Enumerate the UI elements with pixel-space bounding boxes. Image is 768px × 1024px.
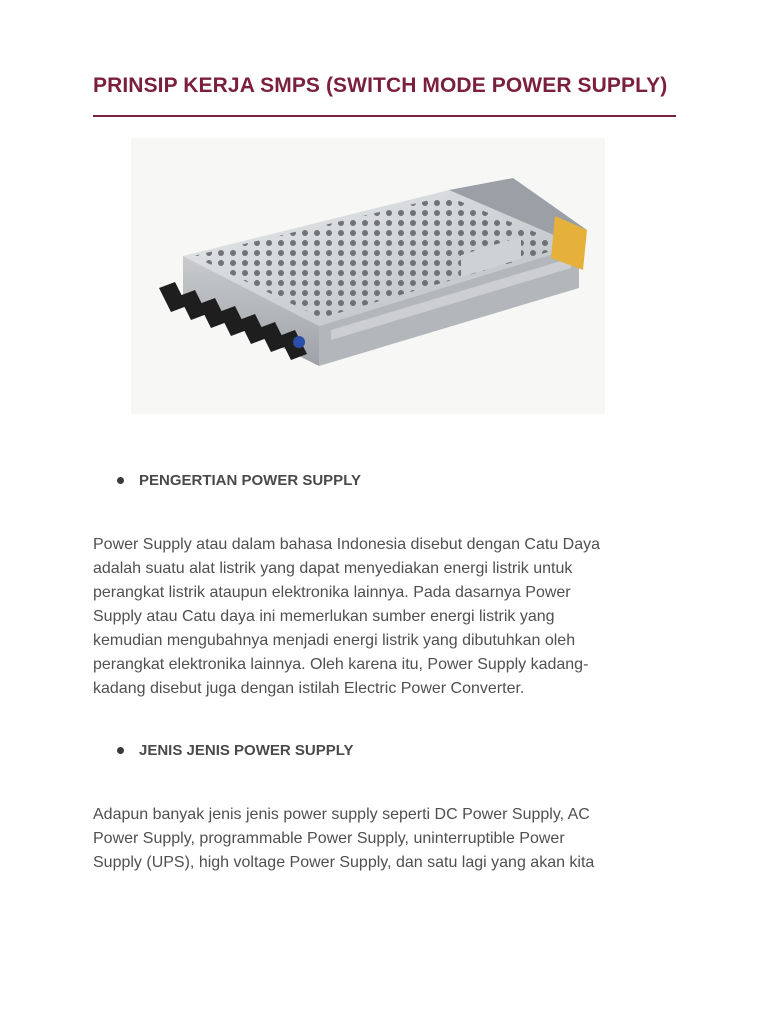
bullet-icon: [117, 477, 124, 484]
paragraph-pengertian: Power Supply atau dalam bahasa Indonesia disebut dengan Catu Daya adalah suatu alat listrik yang dapat menyediakan energi listrik untuk perangkat listrik ataupun elektronika lainnya. Pada dasarnya Power Supply atau Catu daya ini memerlukan sumber energi listrik yang kemudian mengubahnya menjadi energi listrik yang dibutuhkan oleh perangkat elektronika lainnya. Oleh karena itu, Power Supply kadang- kadang disebut juga dengan istilah Electric Power Converter.: [93, 536, 601, 697]
power-supply-image: [131, 138, 605, 414]
bullet-icon: [117, 747, 124, 754]
page-title: PRINSIP KERJA SMPS (SWITCH MODE POWER SUPPLY): [93, 74, 668, 97]
paragraph-jenis: Adapun banyak jenis jenis power supply seperti DC Power Supply, AC Power Supply, programmable Power Supply, uninterruptible Power Supply (UPS), high voltage Power Supply, dan satu lagi yang akan kita: [93, 806, 595, 871]
section-heading-jenis: JENIS JENIS POWER SUPPLY: [117, 742, 354, 759]
section-heading-pengertian: PENGERTIAN POWER SUPPLY: [117, 472, 361, 489]
title-underline: [93, 115, 676, 117]
power-supply-unit-photo: [131, 138, 605, 414]
